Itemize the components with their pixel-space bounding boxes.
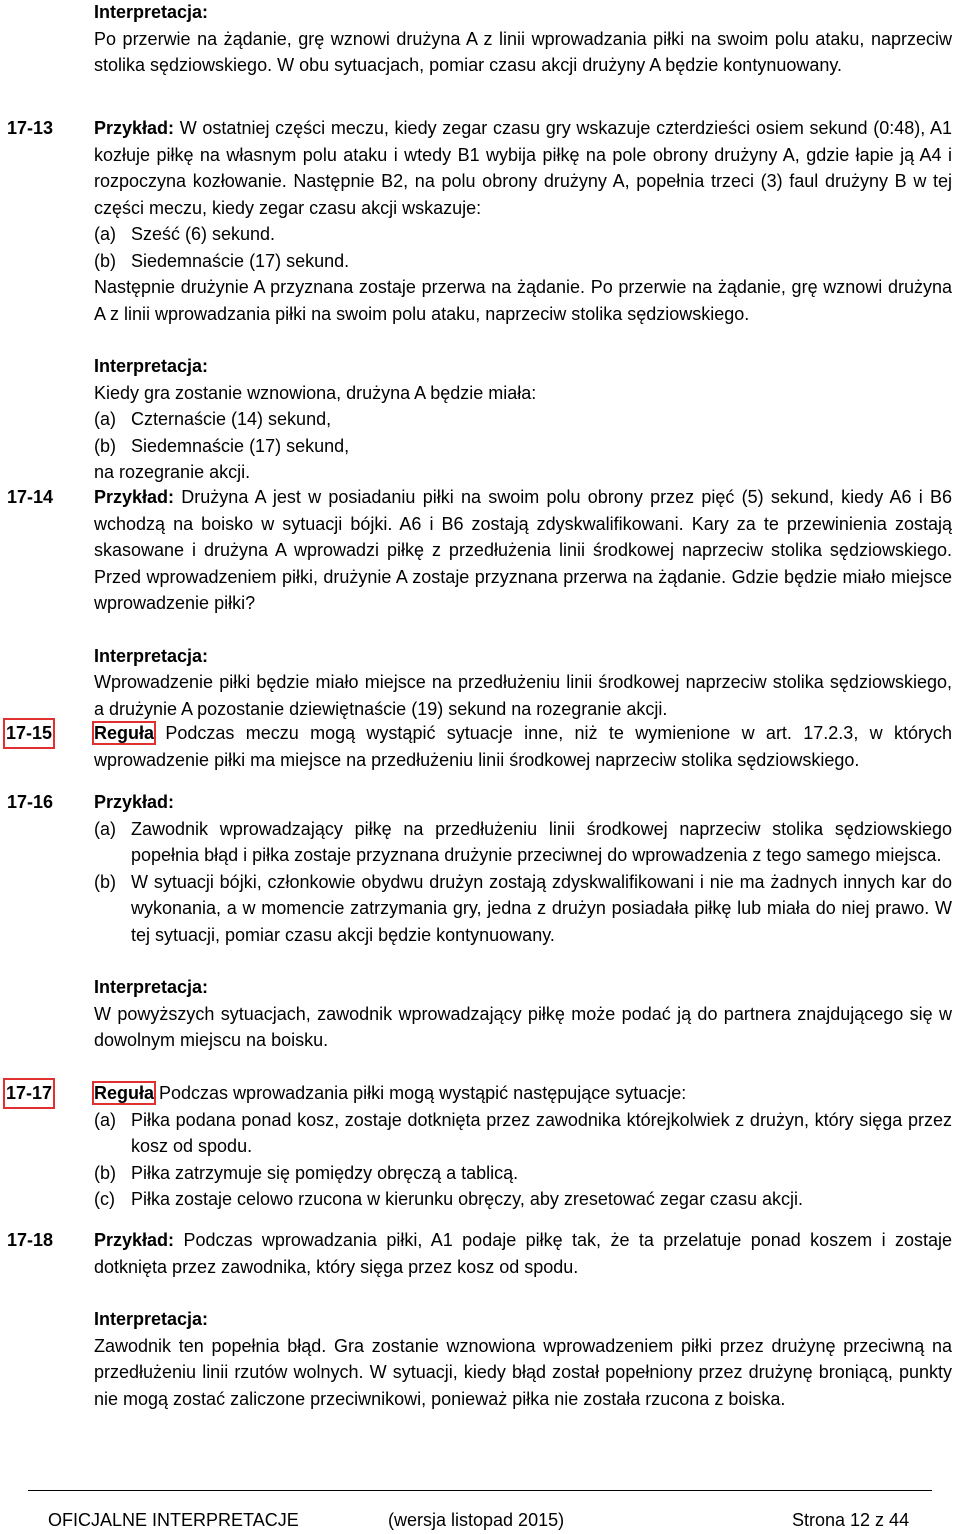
section-number: 17-16: [7, 792, 54, 812]
list-item: (b) Siedemnaście (17) sekund.: [94, 250, 350, 271]
interpretation-label: Interpretacja:: [94, 645, 209, 666]
interpretation-text: W powyższych sytuacjach, zawodnik wprowadzający piłkę może podać ją do partnera znajdującego się w dowolnym miejscu na boisku.: [94, 1003, 952, 1050]
section-number-highlighted: 17-17: [5, 1080, 53, 1107]
footer-version: (wersja listopad 2015): [388, 1510, 565, 1530]
example-text-continued: Następnie drużynie A przyznana zostaje przerwa na żądanie. Po przerwie na żądanie, grę wznowi drużyna A z linii wprowadzania piłki na swoim polu ataku, naprzeciw stolika sędziowskiego.: [94, 277, 952, 324]
rule-label-highlighted: Reguła: [94, 723, 155, 743]
list-item: (a) Czternaście (14) sekund,: [94, 409, 332, 429]
list-item: (b) W sytuacji bójki, członkowie obydwu drużyn zostają zdyskwalifikowani i nie ma żadnych innych kar do wykonania, a w momencie zatrzymania gry, jedna z drużyn posiadała piłkę lub miała do niej prawo. W tej sytuacji, pomiar czasu akcji będzie kontynuowany.: [94, 871, 952, 945]
rule-label-highlighted: Reguła: [94, 1083, 155, 1103]
interpretation-text: Kiedy gra zostanie wznowiona, drużyna A będzie miała:: [94, 382, 537, 403]
interpretation-label: Interpretacja:: [94, 977, 209, 997]
example-text: Przykład: Podczas wprowadzania piłki, A1 podaje piłkę tak, że ta przelatuje ponad koszem i zostaje dotknięta przez zawodnika, który sięga przez kosz od spodu.: [94, 1230, 952, 1277]
section-number: 17-14: [7, 487, 54, 507]
example-heading: [94, 789, 952, 816]
footer-title: OFICJALNE INTERPRETACJE: [48, 1510, 299, 1530]
interpretation-text: Po przerwie na żądanie, grę wznowi drużyna A z linii wprowadzania piłki na swoim polu ataku, naprzeciw stolika sędziowskiego. W obu sytuacjach, pomiar czasu akcji drużyny A będzie kontynuowany.: [94, 28, 952, 75]
example-label: Przykład:: [94, 1230, 175, 1250]
interpretation-text: Zawodnik ten popełnia błąd. Gra zostanie wznowiona wprowadzeniem piłki przez drużynę przeciwną na przedłużeniu linii rzutów wolnych. W sytuacji, kiedy błąd został popełniony przez drużynę broniącą, punkty nie mogą zostać zaliczone przeciwnikowi, ponieważ piłka nie została rzucona z boiska.: [94, 1335, 952, 1409]
section-number: 17-13: [7, 118, 54, 138]
list-item: (a) Zawodnik wprowadzający piłkę na przedłużeniu linii środkowej naprzeciw stolika sędziowskiego popełnia błąd i piłka zostaje przyznana drużynie przeciwnej do wprowadzenia z tego samego miejsca.: [94, 818, 952, 865]
interpretation-text: Wprowadzenie piłki będzie miało miejsce na przedłużeniu linii środkowej naprzeciw stolika sędziowskiego, a drużynie A pozostanie dziewiętnaście (19) sekund na rozegranie akcji.: [94, 672, 952, 719]
list-item: (b) Siedemnaście (17) sekund,: [94, 435, 350, 456]
list-item: (a) Sześć (6) sekund.: [94, 224, 276, 244]
example-text: Przykład: W ostatniej części meczu, kiedy zegar czasu gry wskazuje czterdzieści osiem sekund (0:48), A1 kozłuje piłkę na własnym polu ataku i wtedy B1 wybija piłkę na pole obrony drużyny A, gdzie łapie ją A4 i rozpoczyna kozłowanie. Następnie B2, na polu obrony drużyny A, popełnia trzeci (3) faul drużyny B w tej części meczu, kiedy zegar czasu akcji wskazuje:: [94, 118, 952, 218]
example-label: Przykład:: [94, 118, 175, 138]
example-text: Przykład: Drużyna A jest w posiadaniu piłki na swoim polu obrony przez pięć (5) sekund, kiedy A6 i B6 wchodzą na boisko w sytuacji bójki. A6 i B6 zostają zdyskwalifikowani. Kary za te przewinienia zostają skasowane i drużyna A wprowadzi piłkę z przedłużenia linii środkowej naprzeciw stolika sędziowskiego. Przed wprowadzeniem piłki, drużynie A zostaje przyznana przerwa na żądanie. Gdzie będzie miało miejsce wprowadzenie piłki?: [94, 487, 952, 613]
section-number: 17-18: [7, 1230, 54, 1250]
footer-divider: [28, 1490, 932, 1491]
interpretation-label: Interpretacja:: [94, 356, 209, 376]
rule-text: Reguła Podczas wprowadzania piłki mogą wystąpić następujące sytuacje:: [94, 1083, 687, 1103]
example-label: Przykład:: [94, 792, 175, 812]
interpretation-label: Interpretacja:: [94, 2, 209, 22]
interpretation-label: Interpretacja:: [94, 1309, 209, 1329]
list-item: (c) Piłka zostaje celowo rzucona w kierunku obręczy, aby zresetować zegar czasu akcji.: [94, 1189, 803, 1209]
example-label: Przykład:: [94, 487, 175, 507]
section-number-highlighted: 17-15: [5, 720, 53, 747]
interpretation-end: na rozegranie akcji.: [94, 462, 251, 482]
list-item: (a) Piłka podana ponad kosz, zostaje dotknięta przez zawodnika którejkolwiek z drużyn, który sięga przez kosz od spodu.: [94, 1109, 952, 1156]
rule-text: Reguła Podczas meczu mogą wystąpić sytuacje inne, niż te wymienione w art. 17.2.3, w których wprowadzenie piłki ma miejsce na przedłużeniu linii środkowej naprzeciw stolika sędziowskiego.: [94, 723, 952, 770]
footer-page-number: Strona 12 z 44: [792, 1510, 910, 1530]
list-item: (b) Piłka zatrzymuje się pomiędzy obręczą a tablicą.: [94, 1162, 519, 1183]
